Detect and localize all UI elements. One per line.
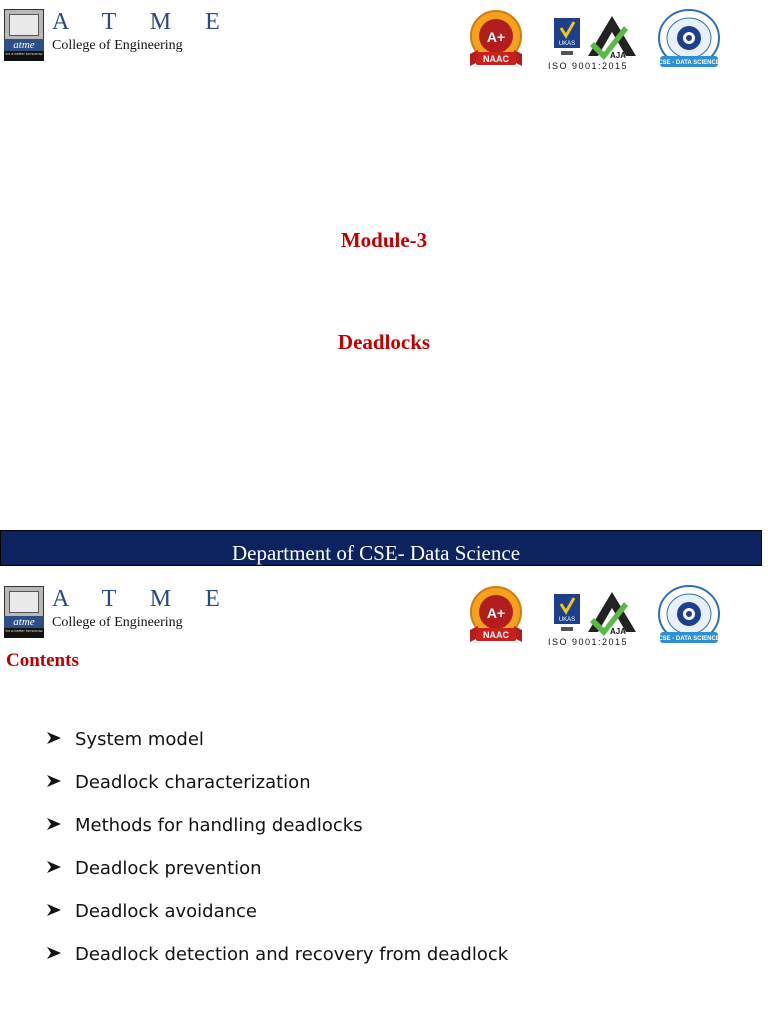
ukas-icon (552, 592, 582, 636)
atme-emblem (4, 586, 44, 636)
accreditation-logos (468, 8, 728, 72)
ukas-label-text: UKAS (558, 617, 576, 623)
list-item (46, 726, 508, 769)
naac-badge-icon (468, 586, 524, 646)
list-item-label: Deadlock detection and recovery from deadlock (75, 944, 509, 965)
contents-list (46, 726, 508, 984)
college-name: College of Engineering (52, 615, 183, 630)
arrow-bullet-icon (46, 816, 62, 832)
arrow-bullet-icon (46, 945, 62, 961)
aja-label-text: AJA (609, 627, 627, 636)
accreditation-logos (468, 584, 728, 648)
cse-data-science-seal-icon (654, 8, 724, 72)
list-item (46, 898, 508, 941)
atme-band-text: atme (4, 39, 44, 51)
iso-certification: ISO 9001:2015 (548, 637, 629, 647)
list-item (46, 769, 508, 812)
atme-tagline: for a better tomorrow (4, 628, 44, 638)
naac-label-text: NAAC (483, 54, 509, 64)
college-name: College of Engineering (52, 38, 183, 53)
ukas-label-text: UKAS (558, 41, 576, 47)
atme-letters: A T M E (52, 9, 234, 35)
aja-label-text: AJA (609, 51, 627, 60)
atme-band-text: atme (4, 616, 44, 628)
aja-icon (584, 588, 640, 636)
seal-label-text: CSE - DATA SCIENCE (658, 636, 720, 642)
arrow-bullet-icon (46, 902, 62, 918)
atme-logo (4, 586, 234, 638)
aja-icon (584, 12, 640, 60)
naac-label-text: NAAC (483, 630, 509, 640)
naac-grade-text: A+ (486, 29, 506, 45)
module-title: Module-3 (340, 228, 428, 252)
atme-letters: A T M E (52, 586, 234, 612)
arrow-bullet-icon (46, 773, 62, 789)
iso-certification: ISO 9001:2015 (548, 61, 629, 71)
list-item-label: Methods for handling deadlocks (75, 815, 363, 836)
atme-emblem (4, 9, 44, 59)
atme-tagline: for a better tomorrow (4, 51, 44, 61)
list-item-label: System model (75, 729, 204, 750)
naac-grade-text: A+ (486, 605, 506, 621)
list-item (46, 941, 508, 984)
atme-logo (4, 9, 234, 61)
arrow-bullet-icon (46, 730, 62, 746)
topic-title: Deadlocks (337, 330, 431, 354)
slide-contents (0, 566, 768, 1024)
arrow-bullet-icon (46, 859, 62, 875)
cse-data-science-seal-icon (654, 584, 724, 648)
list-item-label: Deadlock prevention (75, 858, 262, 879)
seal-label-text: CSE - DATA SCIENCE (658, 60, 720, 66)
list-item-label: Deadlock avoidance (75, 901, 257, 922)
list-item (46, 855, 508, 898)
list-item (46, 812, 508, 855)
list-item-label: Deadlock characterization (75, 772, 311, 793)
naac-badge-icon (468, 10, 524, 70)
ukas-icon (552, 16, 582, 60)
department-name: Department of CSE- Data Science (231, 541, 521, 565)
contents-heading: Contents (6, 650, 79, 671)
department-banner (0, 530, 762, 566)
